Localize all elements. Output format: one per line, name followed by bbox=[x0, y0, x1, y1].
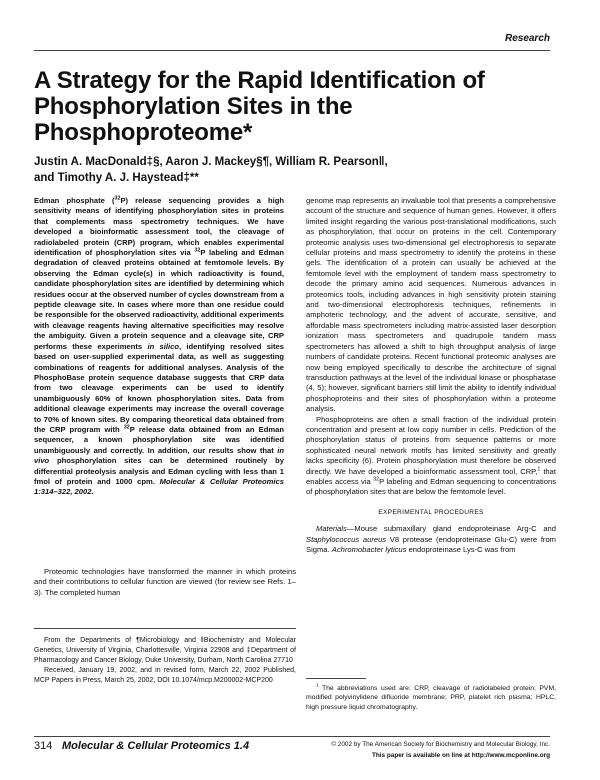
abstract: Edman phosphate ($^{32}$P) release sequencing provides a high sensitivity means of identifying phosphorylation sites in proteins that complements mass spectrometry techniques. We have developed a bioinformatic assessment tool, the cleavage of radiolabeled protein (CRP) program, which enables experimental identification of phosphorylation sites via $^{32}$P labeling and Edman degradation of cleaved proteins obtained at femtomole levels. By observing the Edman cycle(s) in which radioactivity is found, candidate phosphorylation sites are identified by determining which residues occur at the observed number of cycles downstream from a peptide cleavage site. In cases where more than one residue could be responsible for the observed radioactivity, additional experiments with cleavage reagents having alternative specificities may resolve the ambiguity. Given a protein sequence and a cleavage site, CRP performs these experiments in silico, identifying resolved sites based on user-supplied experimental data, as well as suggesting combinations of reagents for additional analyses. Analysis of the PhosphoBase protein sequence database suggests that CRP data from two cleavage experiments can be used to identify unambiguously 60% of known phosphorylation sites. Data from additional cleavage experiments may increase the overall coverage to 70% of known sites. By comparing theoretical data obtained from the CRP program with $^{32}$P release data obtained from an Edman sequencer, a known phosphorylation site was identified unambiguously and correctly. In addition, our results show that in vivo phosphorylation sites can be determined routinely by differential proteolysis analysis and Edman cycling with less than 1 fmol of protein and 1000 cpm. Molecular & Cellular Proteomics 1:314–322, 2002. bbox=[34, 195, 285, 497]
right-footnote-rule bbox=[306, 678, 366, 679]
left-column bbox=[34, 196, 284, 514]
affiliation-text: From the Departments of ¶Microbiology and ‖Biochemistry and Molecular Genetics, University of Virginia, Charlottesville, Virginia 22908 and ‡Department of Pharmacology and Cancer Biology, Duke University, Durham, North Carolina 27710 bbox=[34, 637, 296, 664]
footnote-rule bbox=[34, 628, 296, 629]
article-title: A Strategy for the Rapid Identification of Phosphorylation Sites in the Phosphoproteome* bbox=[34, 67, 485, 146]
copyright-notice: © 2002 by The American Society for Biochemistry and Molecular Biology, Inc. bbox=[331, 741, 550, 748]
author-list bbox=[34, 154, 454, 186]
footnote-marker[interactable]: 1 bbox=[537, 466, 541, 473]
section-label: Research bbox=[504, 33, 550, 44]
received-dates: Received, January 19, 2002, and in revised form, March 22, 2002 Published, MCP Papers in Press, March 25, 2002, DOI 10.1074/mcp.M200002-MCP200 bbox=[34, 667, 296, 685]
page-number: 314 bbox=[34, 740, 53, 752]
footer-rule bbox=[34, 736, 550, 737]
body-paragraph-2: Phosphoproteins are often a small fraction of the individual protein concentration and present at low copy number in cells. Prediction of the phosphorylation status of proteins from sequence patterns or more sophisticated neural network motifs has limited sensitivity and greatly lacks specificity (6). Protein phosphorylation must therefore be observed directly. We have developed a bioinformatic assessment tool, CRP,$^1$ that enables access via $^{32}$P labeling and Edman sequencing to concentrations of phosphorylation sites that are below the femtomole level. bbox=[306, 414, 556, 497]
footnote-1: $^1$ The abbreviations used are: CRP, cleavage of radiolabeled protein; PVM, modified polyvinylidene difluoride membrane; PRP, platelet rich plasma; HPLC, high pressure liquid chromatography. bbox=[306, 683, 556, 711]
footnote-block bbox=[306, 684, 556, 712]
affiliation-block bbox=[34, 636, 296, 687]
abstract-citation: Molecular & Cellular Proteomics 1:314–322, 2002. bbox=[34, 476, 284, 497]
section-heading-experimental: EXPERIMENTAL PROCEDURES bbox=[378, 508, 484, 516]
authors-line-1: Justin A. MacDonald‡§, Aaron J. Mackey§¶, William R. Pearson‖, bbox=[34, 156, 388, 168]
authors-line-2: and Timothy A. J. Haystead‡** bbox=[34, 172, 199, 184]
header-rule bbox=[34, 50, 550, 51]
right-column bbox=[306, 196, 556, 555]
intro-paragraph: Proteomic technologies have transformed the manner in which proteins and their contributions to cellular function are viewed (for review see Refs. 1–3). The completed human bbox=[34, 567, 296, 597]
availability-link[interactable]: This paper is available on line at http://www.mcponline.org bbox=[371, 752, 550, 759]
materials-paragraph: Materials—Mouse submaxillary gland endoproteinase Arg-C and Staphylococcus aureus V8 protease (endoproteinase Glu-C) were from Sigma. Achromobacter lyticus endoproteinase Lys-C was from bbox=[306, 524, 557, 554]
body-paragraph-1: genome map represents an invaluable tool that presents a comprehensive account of the structure and sequence of human genes. However, it offers limited insight regarding the various post-translational modifications, such as phosphorylation, that occur on proteins in the cell. Contemporary proteomic analysis uses two-dimensional gel electrophoresis to separate cellular proteins and mass spectrometry to identify the proteins in these gels. The identification of a protein can usually be achieved at the femtomole level with the employment of tandem mass spectrometry to decode the primary amino acid sequences. Numerous advances in proteomics tools, including advances in high sensitivity protein staining and two-dimensional electrophoresis techniques, refinements in amphoteric technology, and the advent of accurate, sensitive, and affordable mass spectrometers including matrix-assisted laser desorption ionization mass spectrometers and quadrupole tandem mass spectrometers has allowed a shift to high throughput analysis of large numbers of candidate proteins. Recent functional proteomic analyses are now being employed specifically to describe the architecture of signal transduction pathways at the level of the individual kinase or phosphatase (4, 5); however, significant barriers still limit the ability to identify individual phosphoproteins and their sites of phosphorylation within a proteome analysis. bbox=[306, 196, 556, 414]
journal-name: Molecular & Cellular Proteomics 1.4 bbox=[62, 740, 250, 752]
